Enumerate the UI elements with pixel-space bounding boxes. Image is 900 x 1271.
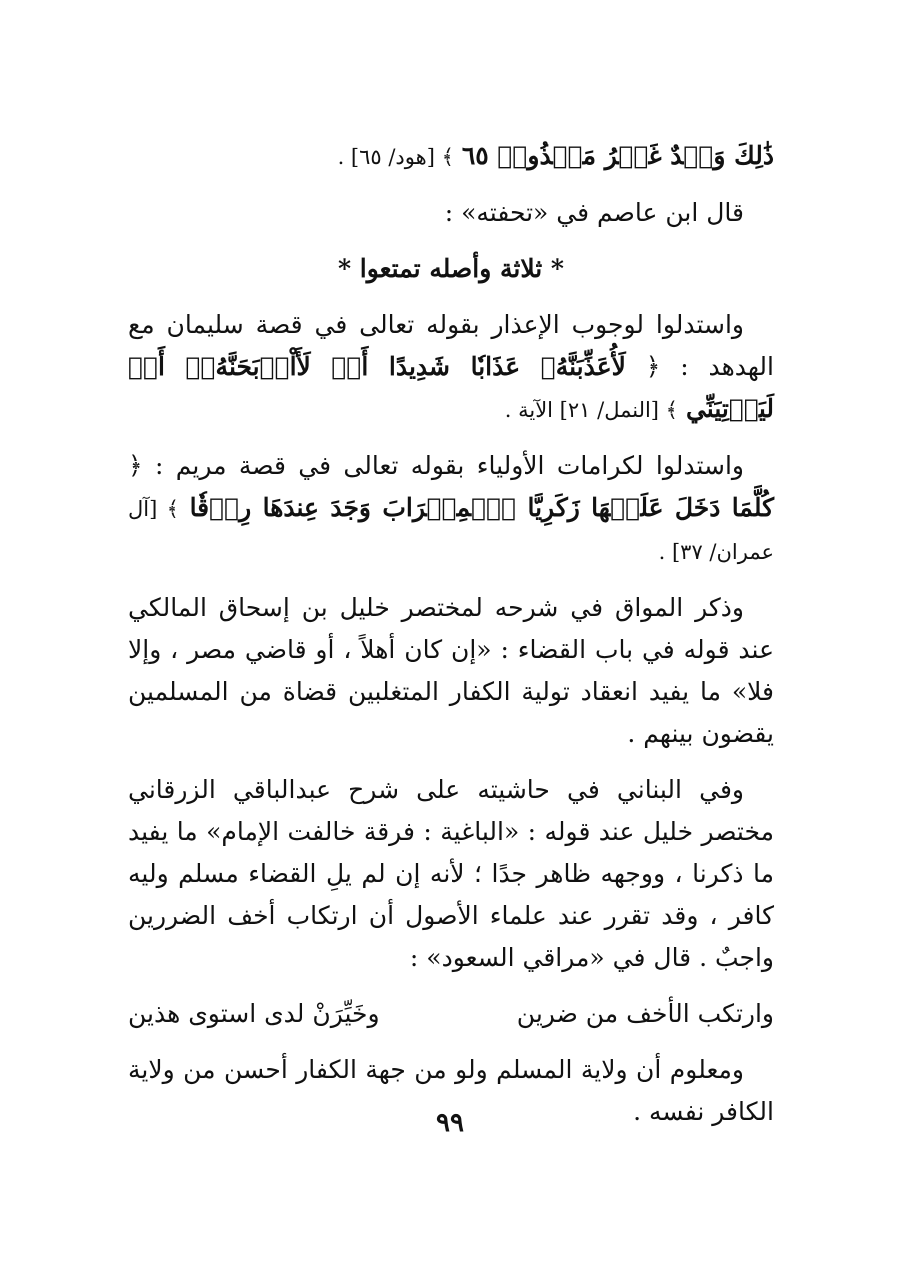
- paragraph-idhar: [128, 304, 774, 431]
- verse-reference: ﴾ [آل عمران/ ٣٧] .: [128, 497, 774, 564]
- verse-hemistich-left: وخَيِّرَنْ لدى استوى هذين: [128, 999, 380, 1028]
- verse-reference: ﴾ [هود/ ٦٥] .: [337, 145, 454, 169]
- quran-verse: لَأُعَذِّبَنَّهُۥ عَذَابٗا شَدِيدًا أَوۡ لَأَاْذۡبَحَنَّهُۥٓ أَوۡ لَيَأۡتِيَنِّي: [128, 352, 774, 423]
- quran-verse: ذَٰلِكَ وَعۡدٌ غَيۡرُ مَكۡذُوبٖ ٦٥: [461, 141, 774, 170]
- poem-line: * ثلاثة وأصله تمتعوا *: [337, 254, 564, 283]
- paragraph-text: واستدلوا لكرامات الأولياء بقوله تعالى في قصة مريم : ﴿: [128, 451, 744, 480]
- paragraph-karamat: [128, 445, 774, 573]
- verse-reference: ﴾ [النمل/ ٢١] الآية .: [504, 398, 678, 422]
- poem-verse: [128, 993, 774, 1035]
- paragraph-bannani: وفي البناني في حاشيته على شرح عبدالباقي الزرقاني مختصر خليل عند قوله : «الباغية : فرقة خالفت الإمام» ما يفيد ما ذكرنا ، ووجهه ظاهر جدًا ؛ لأنه إن لم يلِ القضاء مسلم وليه كافر ، وقد تقرر عند علماء الأصول أن ارتكاب أخف الضررين واجبٌ . قال في «مراقي السعود» :: [128, 775, 774, 972]
- ibn-asim-intro: قال ابن عاصم في «تحفته» :: [444, 198, 744, 227]
- quran-verse: كُلَّمَا دَخَلَ عَلَيۡهَا زَكَرِيَّا ٱلۡمِحۡرَابَ وَجَدَ عِندَهَا رِزۡقٗا: [189, 493, 775, 522]
- page-number: ٩٩: [436, 1108, 464, 1138]
- paragraph-text: واستدلوا لوجوب الإعذار بقوله تعالى في قصة سليمان مع الهدهد : ﴿: [128, 310, 774, 381]
- paragraph-mawwaq: وذكر المواق في شرحه لمختصر خليل بن إسحاق المالكي عند قوله في باب القضاء : «إن كان أهلاً ، أو قاضي مصر ، وإلا فلا» ما يفيد انعقاد تولية الكفار المتغلبين قضاة من المسلمين يقضون بينهم .: [128, 593, 774, 748]
- document-body: [128, 135, 774, 1133]
- verse-hemistich-right: وارتكب الأخف من ضرين: [516, 999, 774, 1028]
- paragraph-conclusion: ومعلوم أن ولاية المسلم ولو من جهة الكفار أحسن من ولاية الكافر نفسه .: [128, 1055, 774, 1126]
- quran-citation-hud: [128, 135, 774, 178]
